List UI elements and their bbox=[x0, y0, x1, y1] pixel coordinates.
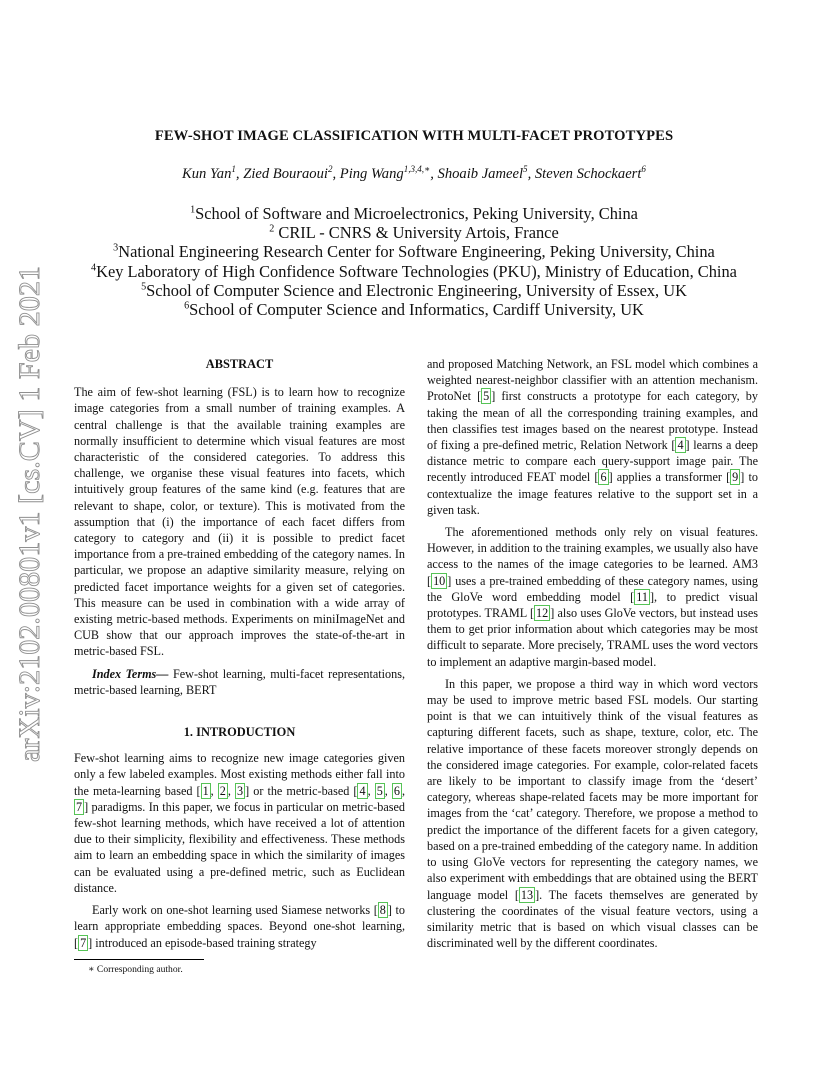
citation-link[interactable]: 9 bbox=[732, 470, 739, 485]
arxiv-stamp-text: arXiv:2102.00801v1 [cs.CV] 1 Feb 2021 bbox=[13, 268, 46, 762]
author: Steven Schockaert$^6$ bbox=[534, 164, 646, 182]
affiliation: $^3$National Engineering Research Center for Software Engineering, Peking University, China bbox=[113, 242, 715, 262]
affiliation-list bbox=[60, 204, 768, 319]
intro-paragraph: Early work on one-shot learning used Siamese networks [ 8 ] to learn appropriate embedding spaces. Beyond one-shot learning, [ 7 ] introduced an episode-based training strategy bbox=[74, 903, 405, 950]
affiliation: $^1$School of Software and Microelectronics, Peking University, China bbox=[190, 204, 638, 223]
author: Kun Yan$^1$, bbox=[182, 164, 244, 182]
author-list bbox=[60, 166, 768, 183]
citation-link[interactable]: 8 bbox=[379, 903, 386, 918]
citation-link[interactable]: 6 bbox=[393, 783, 400, 798]
citation-link[interactable]: 5 bbox=[376, 783, 383, 798]
citation-link[interactable]: 4 bbox=[677, 438, 684, 453]
citation-link[interactable]: 7 bbox=[76, 799, 83, 814]
body-paragraph: In this paper, we propose a third way in which word vectors may be used to improve metric based FSL models. Our starting point is that we can intuitively think of the visual features as capturing different facets, such as shape, texture, color, etc. The relative importance of these facets moreover strongly depends on the considered image categories. For example, color-related facets are likely to be important to classify image from the ‘desert’ category, whereas shape-related facets may be more important for images from the ‘cat’ category. Therefore, we propose a method to predict the importance of the different facets for a given category, based on a pre-trained embedding of the category name. In addition to using GloVe vectors for representing the category names, we also experiment with embeddings that are obtained using the BERT language model [ 13 ]. The facets themselves are generated by clustering the coordinates of the visual feature vectors, using a similarity metric that is based on which visual classes can be discriminated well by the different coordinates. bbox=[427, 676, 758, 951]
affiliation: $^5$School of Computer Science and Electronic Engineering, University of Essex, UK bbox=[141, 280, 687, 300]
citation-link[interactable]: 4 bbox=[359, 783, 366, 798]
arxiv-stamp bbox=[6, 262, 54, 762]
right-column bbox=[427, 356, 758, 957]
arxiv-stamp-graphic bbox=[6, 262, 54, 762]
introduction-heading: 1. INTRODUCTION bbox=[183, 725, 296, 740]
author: Zied Bouraoui$^2$, bbox=[243, 164, 340, 182]
citation-link[interactable]: 6 bbox=[600, 470, 607, 485]
citation-link[interactable]: 2 bbox=[219, 783, 226, 798]
citation-link[interactable]: 11 bbox=[636, 589, 648, 604]
paper-title: FEW-SHOT IMAGE CLASSIFICATION WITH MULTI-FACET PROTOTYPES bbox=[154, 128, 674, 144]
citation-link[interactable]: 7 bbox=[80, 935, 87, 950]
body-paragraph: and proposed Matching Network, an FSL model which combines a weighted nearest-neighbor classifier with an attention mechanism. ProtoNet [ 5 ] first constructs a prototype for each category, by taking the mean of all the corresponding training examples, and then classifies test images based on the nearest prototype. Instead of fixing a pre-defined metric, Relation Network [ 4 ] learns a deep distance metric to compare each query-support image pair. The recently introduced FEAT model [ 6 ] applies a transformer [ 9 ] to contextualize the image features relative to the support set in a given task. bbox=[427, 357, 758, 517]
citation-link[interactable]: 3 bbox=[237, 783, 244, 798]
citation-link[interactable]: 1 bbox=[202, 783, 209, 798]
citation-link[interactable]: 12 bbox=[536, 606, 549, 621]
footnote-rule bbox=[74, 959, 204, 960]
affiliation: $^6$School of Computer Science and Informatics, Cardiff University, UK bbox=[184, 300, 644, 320]
abstract-text: The aim of few-shot learning (FSL) is to learn how to recognize image categories from a small number of training examples. A central challenge is that the available training examples are normally insufficient to determine which visual features are most characteristic of the considered categories. To address this challenge, we organise these visual features into facets, which intuitively group features of the same kind (e.g. features that are relevant to shape, color, or texture). This is motivated from the assumption that (i) the importance of each facet differs from category to category and (ii) it is possible to predict facet importance from a pre-trained embedding of the category names. In particular, we propose an adaptive similarity measure, relying on predicted facet importance weights for a given set of categories. This measure can be used in combination with a wide array of existing metric-based methods. Experiments on miniImageNet and CUB show that our approach improves the state-of-the-art in metric-based FSL. bbox=[74, 385, 405, 659]
author: Ping Wang$^{1,3,4,∗}$, bbox=[339, 164, 438, 182]
affiliation: $^2$ CRIL - CNRS & University Artois, France bbox=[269, 223, 559, 243]
citation-link[interactable]: 10 bbox=[433, 573, 446, 588]
affiliation: $^4$Key Laboratory of High Confidence Software Technologies (PKU), Ministry of Education, China bbox=[91, 261, 737, 281]
footnote: ∗ Corresponding author. bbox=[88, 963, 183, 975]
left-column bbox=[74, 356, 405, 976]
body-paragraph: The aforementioned methods only rely on visual features. However, in addition to the training examples, we usually also have access to the names of the image categories to be learned. AM3 [ 10 ] uses a pre-trained embedding of these category names, using the GloVe word embedding model [ 11 ], to predict visual prototypes. TRAML [ 12 ] also uses GloVe vectors, but instead uses them to get prior information about which categories may be most difficult to separate. More precisely, TRAML uses the word vectors to implement an adaptive margin-based model. bbox=[427, 525, 758, 669]
citation-link[interactable]: 13 bbox=[520, 887, 534, 902]
abstract-heading: ABSTRACT bbox=[205, 357, 274, 371]
intro-paragraph: Few-shot learning aims to recognize new image categories given only a few labeled examples. Most existing methods either fall into the meta-learning based [ 1 , 2 , 3 ] or the metric-based [ 4 , 5 , 6 , 7 ] paradigms. In this paper, we focus in particular on metric-based few-shot learning methods, which have received a lot of attention due to their simplicity, flexibility and effectiveness. These methods aim to learn an embedding space in which the similarity of images can be evaluated using a pre-defined metric, such as Euclidean distance. bbox=[74, 751, 406, 895]
author: Shoaib Jameel$^5$, bbox=[437, 164, 535, 182]
citation-link[interactable]: 5 bbox=[483, 389, 490, 404]
index-terms: Index Terms— Few-shot learning, multi-facet representations, metric-based learning, BERT bbox=[74, 666, 405, 697]
